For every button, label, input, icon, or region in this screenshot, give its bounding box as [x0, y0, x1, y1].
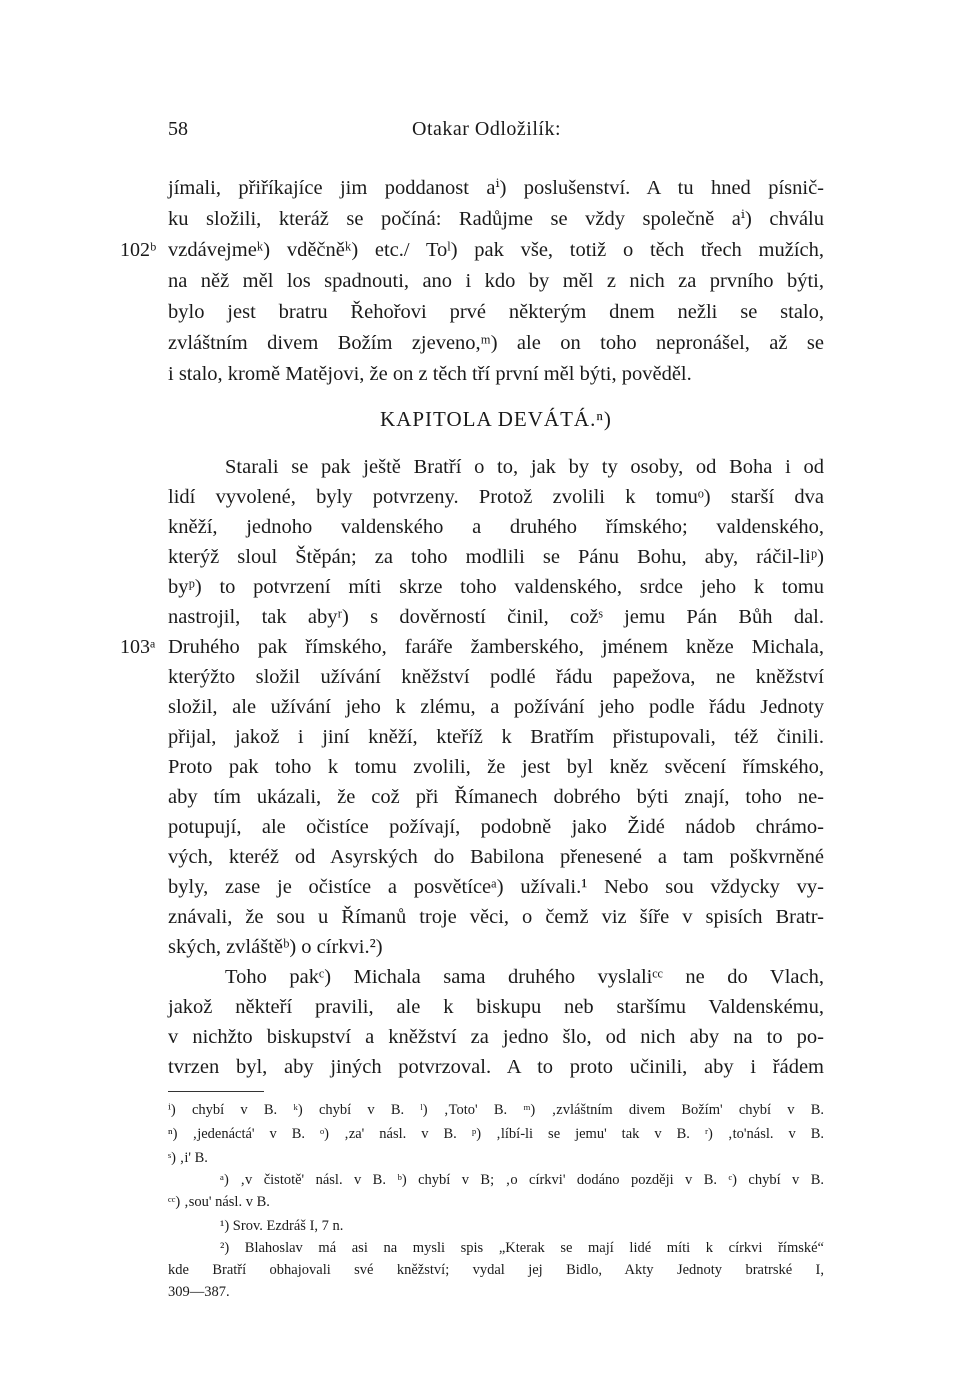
text-line: Proto pak toho k tomu zvolili, že jest byl kněz svěcení římského,	[168, 756, 824, 778]
text-line: v nichžto biskupství a kněžství za jedno šlo, od nich aby na to po-	[168, 1026, 824, 1048]
text-line: bylo jest bratru Řehořovi prvé některým dnem nežli se stalo,	[168, 301, 824, 323]
footnote-line: 309—387.	[168, 1284, 230, 1300]
footnote-line: ²) Blahoslav má asi na mysli spis „Kterak se mají lidé míti k církvi římské“	[220, 1240, 824, 1256]
text-line: vzdávejmeᵏ) vděčněᵏ) etc./ Toˡ) pak vše, totiž o těch třech mužích,	[168, 239, 824, 261]
text-line: aby tím ukázali, že což při Římanech dobrého býti znají, toho ne-	[168, 786, 824, 808]
page-header	[0, 118, 960, 148]
footnote-line: kde Bratří obhajovali své kněžství; vydal jej Bidlo, Akty Jednoty bratrské I,	[168, 1262, 824, 1278]
text-line: vých, kteréž od Asyrských do Babilona přenesené a tam poškvrněné	[168, 846, 824, 868]
text-line: i stalo, kromě Matějovi, že on z těch tří první měl býti, pověděl.	[168, 363, 692, 385]
footnote-rule	[168, 1091, 264, 1092]
chapter-title: KAPITOLA DEVÁTÁ.ⁿ)	[380, 407, 612, 431]
text-line: byᵖ) to potvrzení míti skrze toho valdenského, srdce jeho k tomu	[168, 576, 824, 598]
text-line: byly, zase je očistíce a posvětíceᵃ) užívali.¹ Nebo sou vždycky vy-	[168, 876, 824, 898]
text-line: Starali se pak ještě Bratří o to, jak by ty osoby, od Boha i od	[225, 456, 824, 478]
text-line: přijal, jakož i jiní kněží, kteříž k Bratřím přistupovali, též činili.	[168, 726, 824, 748]
text-line: na něž měl los spadnouti, ano i kdo by měl z nich za prvního býti,	[168, 270, 824, 292]
text-line: kterýž sloul Štěpán; za toho modlili se Pánu Bohu, aby, ráčil-liᵖ)	[168, 546, 824, 568]
footnote-line: ⁿ) ‚jedenáctá' v B. ᵒ) ‚za' násl. v B. ᵖ) ‚líbí-li se jemu' tak v B. ʳ) ‚to'násl. v B.	[168, 1126, 824, 1142]
footnote-line: ⁱ) chybí v B. ᵏ) chybí v B. ˡ) ‚Toto' B. ᵐ) ‚zvláštním divem Božím' chybí v B.	[168, 1102, 824, 1118]
footnote-line: ᶜᶜ) ‚sou' násl. v B.	[168, 1194, 270, 1210]
page-number: 58	[168, 118, 188, 140]
text-line: jímali, přiříkajíce jim poddanost aⁱ) poslušenství. A tu hned písnič-	[168, 177, 824, 199]
text-line: kterýžto složil užívání kněžství podlé řádu papežova, ne kněžství	[168, 666, 824, 688]
text-line: jakož někteří pravili, ale k biskupu neb staršímu Valdenskému,	[168, 996, 824, 1018]
running-head: Otakar Odložilík:	[412, 118, 562, 140]
text-line: znávali, že sou u Římanů troje věci, o čemž viz šíře v spisích Bratr-	[168, 906, 824, 928]
text-line: zvláštním divem Božím zjeveno,ᵐ) ale on toho nepronášel, až se	[168, 332, 824, 354]
text-line: nastrojil, tak abyʳ) s dověrností činil, cožˢ jemu Pán Bůh dal.	[168, 606, 824, 628]
text-line: ku složili, kteráž se počíná: Radůjme se vždy společně aⁱ) chválu	[168, 208, 824, 230]
footnote-line: ˢ) ‚i' B.	[168, 1150, 208, 1166]
footnote-line: ᵃ) ‚v čistotě' násl. v B. ᵇ) chybí v B; ‚o církvi' dodáno později v B. ᶜ) chybí v B.	[220, 1172, 824, 1188]
footnote-line: ¹) Srov. Ezdráš I, 7 n.	[220, 1218, 344, 1234]
text-line: ských, zvláštěᵇ) o církvi.²)	[168, 936, 383, 958]
text-line: tvrzen byl, aby jiných potvrzoval. A to proto učinili, aby i řádem	[168, 1056, 824, 1078]
text-line: Druhého pak římského, faráře žamberského, jménem kněze Michala,	[168, 636, 824, 658]
text-line: složil, ale užívání jeho k zlému, a požívání jeho podle řádu Jednoty	[168, 696, 824, 718]
margin-folio-number: 103ᵃ	[120, 636, 156, 658]
text-line: Toho pakᶜ) Michala sama druhého vyslaliᶜᶜ ne do Vlach,	[225, 966, 824, 988]
text-line: lidí vyvolené, byly potvrzeny. Protož zvolili k tomuᵒ) starší dva	[168, 486, 824, 508]
text-line: kněží, jednoho valdenského a druhého římského; valdenského,	[168, 516, 824, 538]
margin-folio-number: 102ᵇ	[120, 239, 157, 261]
text-line: potupují, ale očistíce požívají, podobně jako Židé nádob chrámo-	[168, 816, 824, 838]
